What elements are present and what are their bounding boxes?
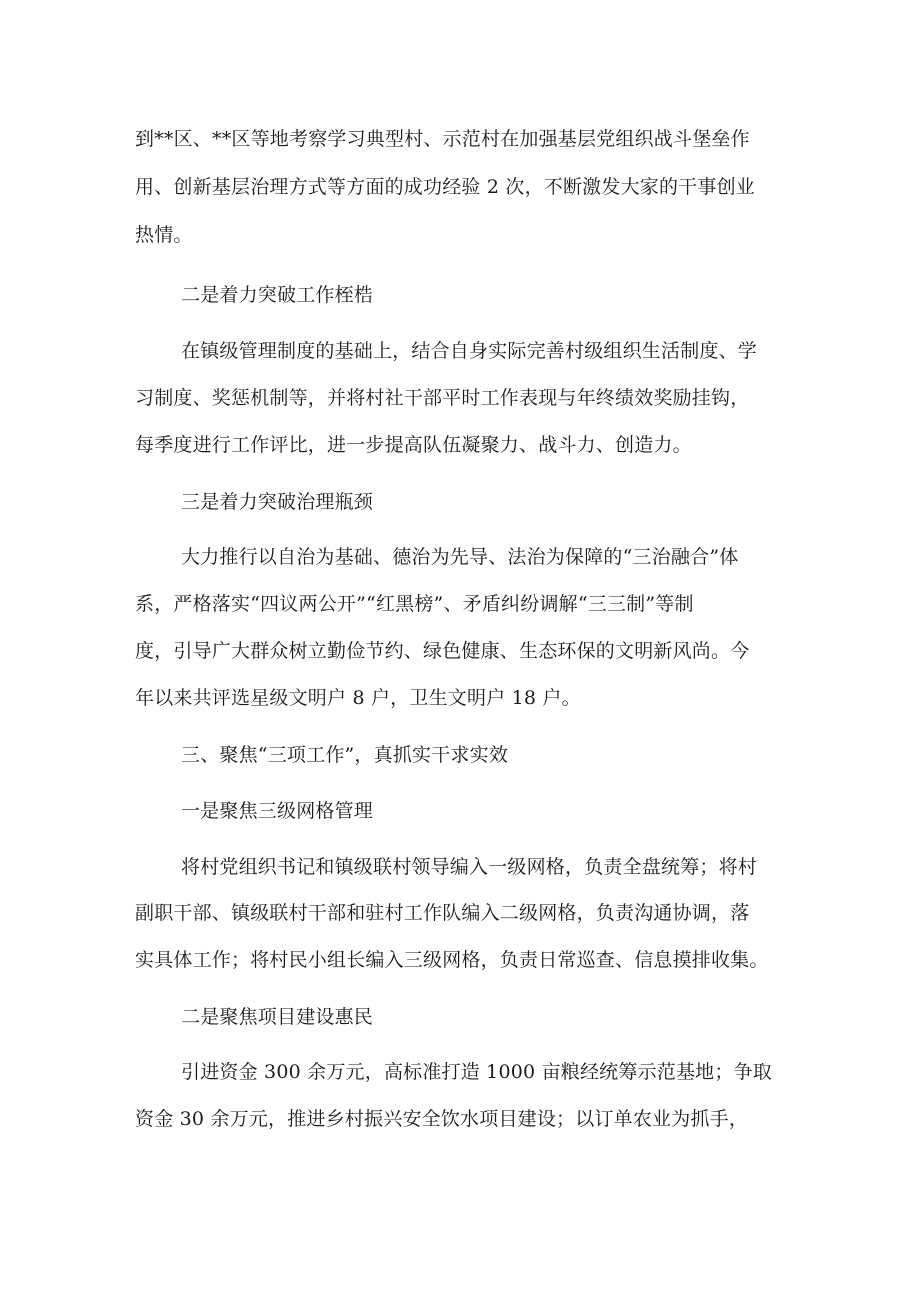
paragraph-line: 副职干部、镇级联村干部和驻村工作队编入二级网格，负责沟通协调，落 bbox=[135, 902, 750, 924]
section-heading: 三、聚焦“三项工作”，真抓实干求实效 bbox=[181, 744, 509, 766]
subheading: 二是着力突破工作桎梏 bbox=[181, 284, 374, 306]
subheading: 二是聚焦项目建设惠民 bbox=[181, 1006, 374, 1028]
paragraph-line: 在镇级管理制度的基础上，结合自身实际完善村级组织生活制度、学 bbox=[181, 340, 758, 362]
subheading: 三是着力突破治理瓶颈 bbox=[181, 491, 374, 513]
paragraph-line: 引进资金 300 余万元，高标准打造 1000 亩粮经统筹示范基地；争取 bbox=[181, 1061, 772, 1083]
paragraph-line: 热情。 bbox=[135, 224, 193, 246]
paragraph-line: 每季度进行工作评比，进一步提高队伍凝聚力、战斗力、创造力。 bbox=[135, 434, 692, 456]
paragraph-line: 资金 30 余万元，推进乡村振兴安全饮水项目建设；以订单农业为抓手， bbox=[135, 1108, 749, 1130]
paragraph-line: 到**区、**区等地考察学习典型村、示范村在加强基层党组织战斗堡垒作 bbox=[135, 128, 750, 150]
paragraph-line: 年以来共评选星级文明户 8 户，卫生文明户 18 户。 bbox=[135, 687, 581, 709]
paragraph-line: 大力推行以自治为基础、德治为先导、法治为保障的“三治融合”体 bbox=[181, 546, 739, 568]
paragraph-line: 度，引导广大群众树立勤俭节约、绿色健康、生态环保的文明新风尚。今 bbox=[135, 640, 750, 662]
paragraph-line: 系，严格落实“四议两公开”“红黑榜”、矛盾纠纷调解“三三制”等制 bbox=[135, 593, 694, 615]
paragraph-line: 习制度、奖惩机制等，并将村社干部平时工作表现与年终绩效奖励挂钩， bbox=[135, 387, 750, 409]
paragraph-line: 将村党组织书记和镇级联村领导编入一级网格，负责全盘统筹；将村 bbox=[181, 856, 758, 878]
paragraph-line: 实具体工作；将村民小组长编入三级网格，负责日常巡查、信息摸排收集。 bbox=[135, 949, 769, 971]
subheading: 一是聚焦三级网格管理 bbox=[181, 800, 374, 822]
paragraph-line: 用、创新基层治理方式等方面的成功经验 2 次，不断激发大家的干事创业 bbox=[135, 176, 755, 198]
